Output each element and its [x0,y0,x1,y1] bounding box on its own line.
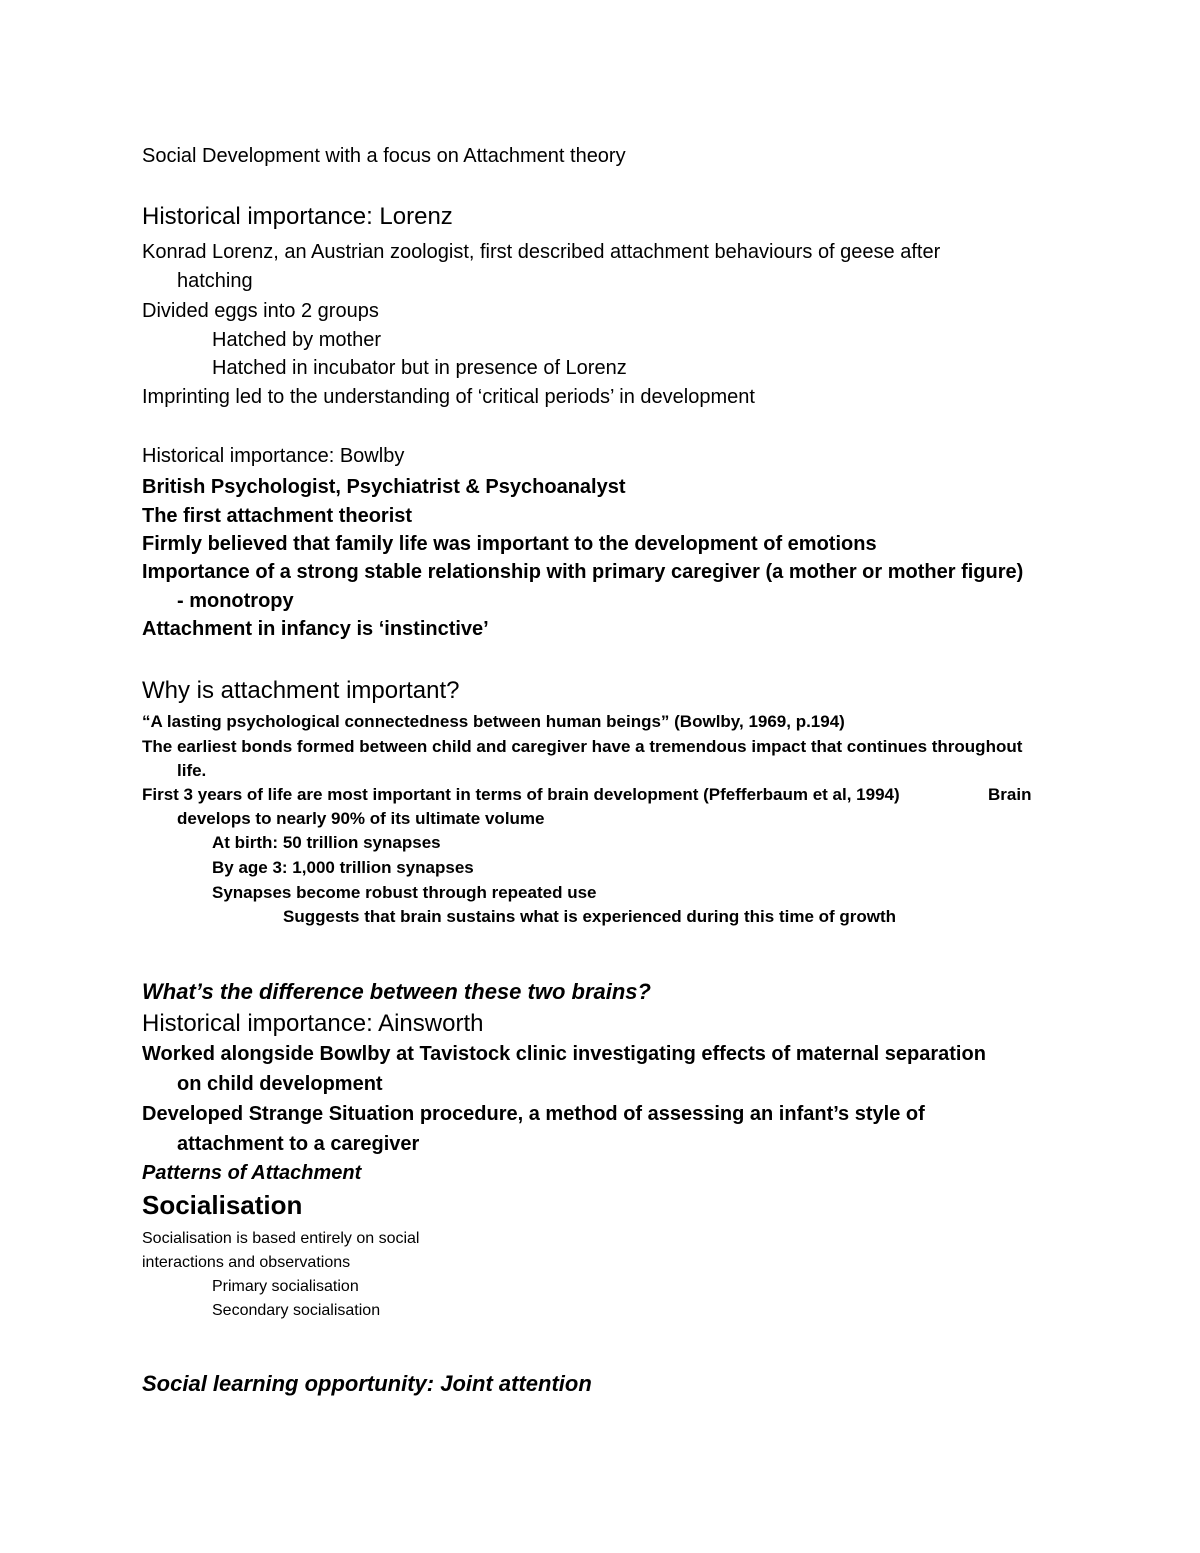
why-line-3a: First 3 years of life are most important in terms of brain development (Pfefferbaum et al, 1994) [142,785,900,804]
socialisation-heading: Socialisation [142,1190,303,1220]
socialisation-line-1a: Socialisation is based entirely on social [142,1230,420,1247]
bowlby-line-2: The first attachment theorist [142,505,413,527]
lorenz-line-3: Imprinting led to the understanding of ‘critical periods’ in development [142,386,755,408]
socialisation-sub-2: Secondary socialisation [212,1302,381,1319]
bowlby-line-5: Attachment in infancy is ‘instinctive’ [142,618,489,640]
socialisation-line-1b: interactions and observations [142,1254,351,1271]
lorenz-sub-1: Hatched by mother [212,329,381,351]
bowlby-line-3: Firmly believed that family life was important to the development of emotions [142,533,877,555]
bowlby-heading: Historical importance: Bowlby [142,445,405,467]
why-quote: “A lasting psychological connectedness between human beings” (Bowlby, 1969, p.194) [142,712,845,731]
lorenz-line-1b: hatching [177,270,253,292]
lorenz-sub-2: Hatched in incubator but in presence of Lorenz [212,357,627,379]
why-line-2b: life. [177,761,207,780]
bowlby-line-1: British Psychologist, Psychiatrist & Psychoanalyst [142,476,626,498]
socialisation-sub-1: Primary socialisation [212,1278,359,1295]
ainsworth-line-2a: Developed Strange Situation procedure, a method of assessing an infant’s style of [142,1103,925,1125]
ainsworth-heading: Historical importance: Ainsworth [142,1010,484,1037]
patterns-heading: Patterns of Attachment [142,1162,362,1184]
why-line-3-brain: Brain [988,785,1032,804]
ainsworth-line-1b: on child development [177,1073,383,1095]
why-heading: Why is attachment important? [142,677,460,704]
why-line-3b: develops to nearly 90% of its ultimate volume [177,809,545,828]
bowlby-line-4a: Importance of a strong stable relationship with primary caregiver (a mother or mother figure) [142,561,1024,583]
ainsworth-line-1a: Worked alongside Bowlby at Tavistock clinic investigating effects of maternal separation [142,1043,986,1065]
why-sub-2: By age 3: 1,000 trillion synapses [212,858,474,877]
why-subsub: Suggests that brain sustains what is experienced during this time of growth [283,907,897,926]
brains-question: What’s the difference between these two brains? [142,979,651,1004]
bowlby-line-4b: - monotropy [177,590,294,612]
lorenz-heading: Historical importance: Lorenz [142,203,453,230]
ainsworth-line-2b: attachment to a caregiver [177,1133,420,1155]
lorenz-line-1a: Konrad Lorenz, an Austrian zoologist, first described attachment behaviours of geese after [142,241,941,263]
why-sub-3: Synapses become robust through repeated use [212,883,597,902]
why-sub-1: At birth: 50 trillion synapses [212,833,441,852]
lorenz-line-2: Divided eggs into 2 groups [142,300,379,322]
joint-attention-heading: Social learning opportunity: Joint attention [142,1371,592,1396]
document-title: Social Development with a focus on Attachment theory [142,145,626,167]
why-line-2a: The earliest bonds formed between child and caregiver have a tremendous impact that continues throughout [142,737,1023,756]
